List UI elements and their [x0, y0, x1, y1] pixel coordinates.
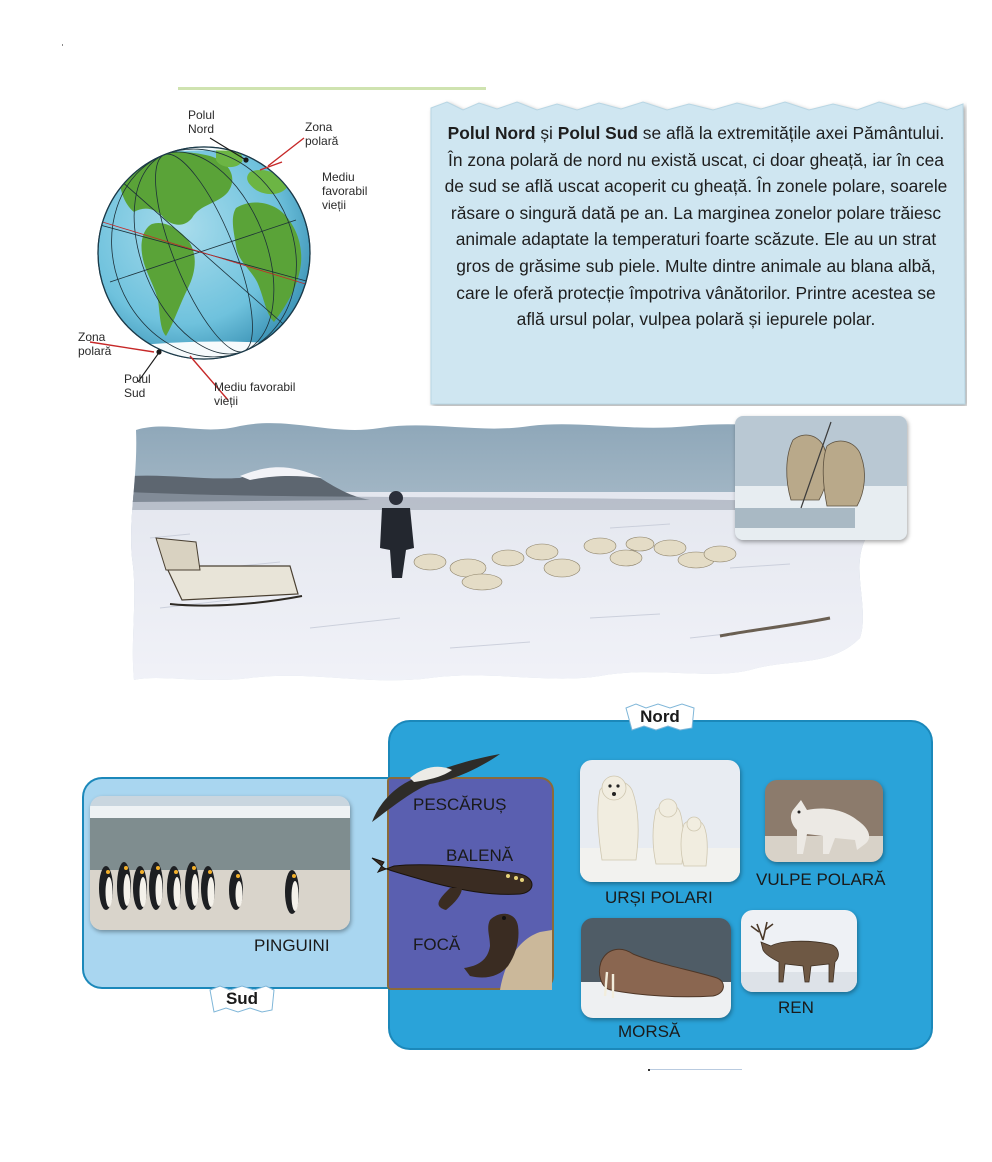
info-card: [427, 98, 967, 406]
label-south-pole: Polul Sud: [124, 372, 151, 400]
footer-rule: [650, 1069, 742, 1070]
label-polar-bears: URȘI POLARI: [605, 888, 713, 907]
seal-illustration: [460, 906, 552, 990]
south-tag-label: Sud: [225, 989, 259, 1008]
reindeer-photo: [741, 910, 857, 992]
label-walrus: MORSĂ: [618, 1022, 681, 1041]
label-seal: FOCĂ: [413, 935, 461, 954]
card-join: și: [535, 123, 558, 143]
label-favorable-bottom: Mediu favorabil vieții: [214, 380, 296, 408]
term-north-pole: Polul Nord: [447, 123, 536, 143]
label-arctic-fox: VULPE POLARĂ: [756, 870, 886, 889]
label-penguins: PINGUINI: [254, 936, 330, 955]
south-tag: [206, 984, 278, 1014]
north-tag-label: Nord: [640, 707, 680, 726]
page-corner-mark: [62, 44, 63, 46]
label-north-pole: Polul Nord: [188, 108, 215, 136]
walrus-photo: [581, 918, 731, 1018]
label-whale: BALENĂ: [446, 846, 514, 865]
polar-bears-photo: [580, 760, 740, 882]
north-tag: [622, 702, 698, 732]
penguins-photo: [90, 796, 350, 930]
label-polar-zone-bottom: Zona polară: [78, 330, 112, 358]
label-gull: PESCĂRUȘ: [413, 795, 507, 814]
globe-illustration: [60, 100, 420, 420]
label-polar-zone-top: Zona polară: [305, 120, 339, 148]
label-favorable-top: Mediu favorabil vieții: [322, 170, 368, 212]
globe-diagram: [60, 100, 420, 420]
term-south-pole: Polul Sud: [557, 123, 638, 143]
arctic-fox-photo: [765, 780, 883, 862]
top-divider: [178, 87, 486, 90]
card-paragraph: [441, 120, 951, 333]
inuit-hunters-photo: [735, 416, 907, 540]
card-body-text: se află la extremitățile axei Pământului. În zona polară de nord nu există uscat, ci doar gheață, iar în cea de sud se află uscat acoperit cu gheață. În zonele polare, soarele răsare o singură dată pe an. La marginea zonelor polare trăiesc animale adaptate la temperaturi foarte scăzute. Ele au un strat gros de grăsime sub piele. Multe dintre animale au blana albă, care le oferă protecție împotriva vânătorilor. Printre acestea se află ursul polar, vulpea polară și iepurele polar.: [444, 123, 948, 330]
label-reindeer: REN: [778, 998, 814, 1017]
whale-illustration: [370, 832, 538, 912]
gull-illustration: [370, 752, 502, 828]
